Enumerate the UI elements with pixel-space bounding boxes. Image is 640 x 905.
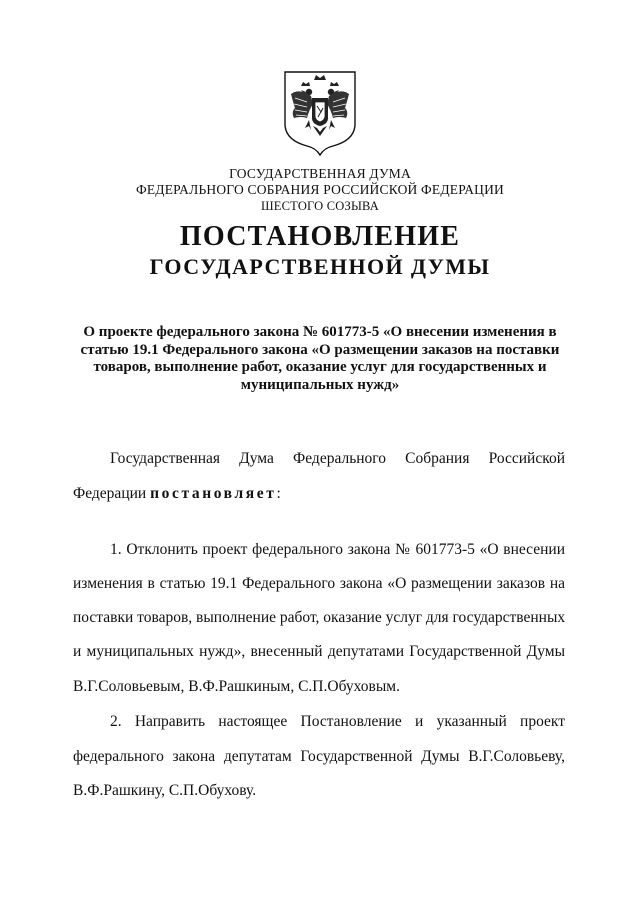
clause-1-line-2: изменения в статью 19.1 Федерального закона «О размещении заказов на (73, 575, 565, 592)
preamble-prefix: Федерации (73, 485, 151, 502)
clause-2-line-3: В.Ф.Рашкину, С.П.Обухову. (73, 782, 257, 799)
preamble-line-2 (73, 485, 565, 503)
document-subject: О проекте федерального закона № 601773-5 «О внесении изменения в статью 19.1 Федерального закона «О размещении заказов на поставки товаров, выполнение работ, оказание услуг для государственных и муниципальных нужд» (80, 324, 560, 393)
issuer-convocation: ШЕСТОГО СОЗЫВА (260, 199, 380, 213)
preamble-suffix: : (276, 485, 281, 502)
clause-2-line-1: 2. Направить настоящее Постановление и указанный проект (110, 713, 565, 730)
clause-2-line-2: федерального закона депутатам Государственной Думы В.Г.Соловьеву, (73, 748, 565, 765)
russian-coat-of-arms-emblem (281, 68, 359, 156)
clause-1-line-1: 1. Отклонить проект федерального закона № 601773-5 «О внесении (110, 541, 565, 558)
clause-1-line-5: В.Г.Соловьевым, В.Ф.Рашкиным, С.П.Обуховым. (73, 678, 400, 695)
document-subtitle: ГОСУДАРСТВЕННОЙ ДУМЫ (149, 254, 491, 279)
preamble-line-1: Государственная Дума Федерального Собрания Российской (110, 450, 565, 467)
issuer-line-1: ГОСУДАРСТВЕННАЯ ДУМА (229, 166, 411, 181)
resolution-verb: постановляет (150, 485, 277, 502)
document-title: ПОСТАНОВЛЕНИЕ (179, 221, 461, 252)
clause-1-line-4: и муниципальных нужд», внесенный депутатами Государственной Думы (73, 643, 565, 660)
issuer-line-2: ФЕДЕРАЛЬНОГО СОБРАНИЯ РОССИЙСКОЙ ФЕДЕРАЦИИ (136, 182, 504, 197)
clause-1-line-3: поставки товаров, выполнение работ, оказание услуг для государственных (73, 609, 566, 626)
